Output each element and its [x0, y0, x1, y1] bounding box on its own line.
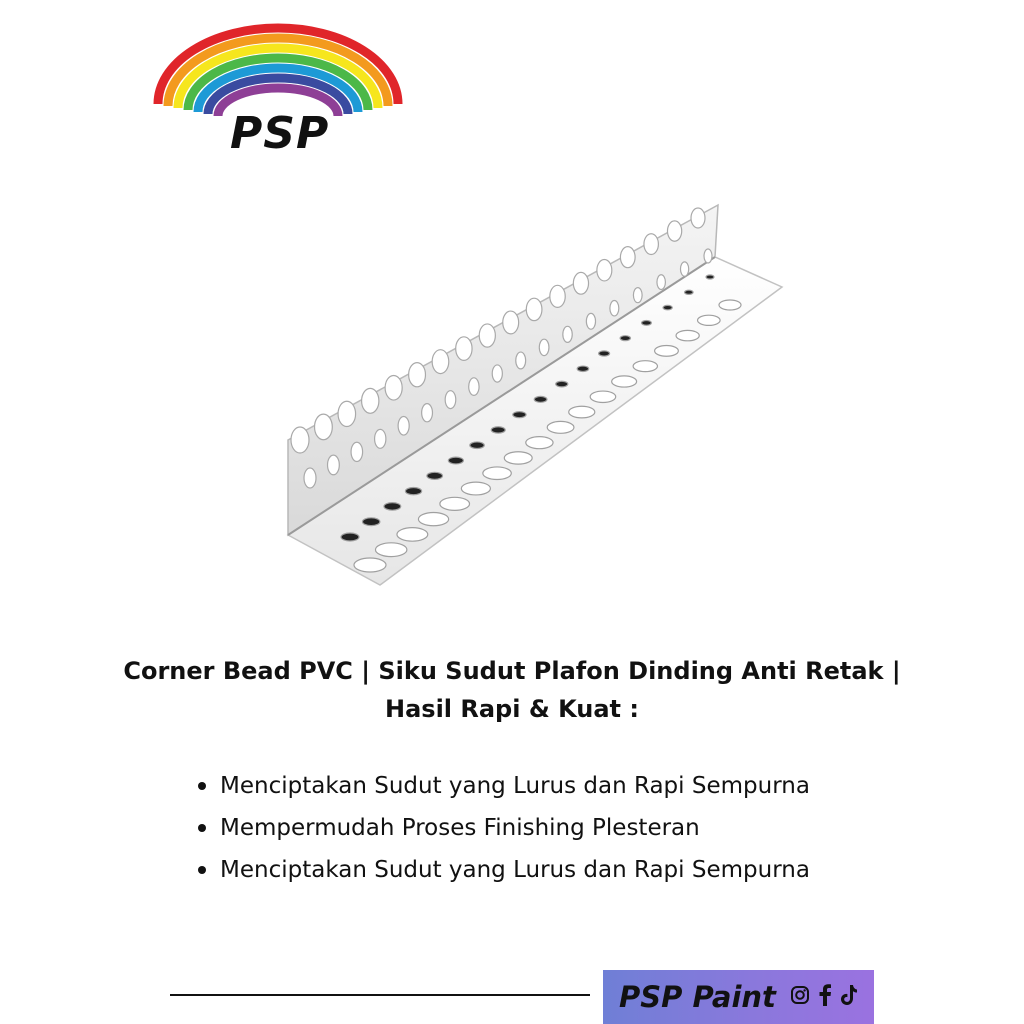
perforation-hole — [642, 321, 652, 326]
perforation-hole — [644, 234, 658, 255]
perforation-hole — [569, 406, 595, 418]
perforation-hole — [385, 375, 402, 400]
perforation-hole — [375, 429, 386, 448]
social-icons — [790, 984, 858, 1010]
perforation-hole — [610, 301, 619, 316]
perforation-hole — [539, 339, 549, 355]
perforation-hole — [351, 442, 363, 461]
perforation-hole — [685, 290, 694, 294]
perforation-hole — [304, 468, 316, 488]
perforation-hole — [698, 315, 721, 325]
perforation-hole — [612, 376, 637, 387]
perforation-hole — [590, 391, 616, 402]
perforation-hole — [676, 330, 699, 340]
perforation-hole — [479, 324, 495, 347]
perforation-hole — [526, 437, 553, 449]
perforation-hole — [586, 313, 595, 329]
perforation-hole — [633, 288, 642, 303]
instagram-icon[interactable] — [790, 985, 810, 1009]
perforation-hole — [663, 305, 672, 309]
feature-item: Menciptakan Sudut yang Lurus dan Rapi Sempurna — [196, 849, 810, 891]
perforation-hole — [620, 336, 630, 341]
perforation-hole — [504, 452, 532, 464]
perforation-hole — [470, 442, 484, 449]
perforation-hole — [492, 365, 502, 382]
brand-name: PSP Paint — [619, 980, 776, 1014]
perforation-hole — [409, 363, 426, 387]
perforation-hole — [445, 391, 456, 409]
perforation-hole — [341, 533, 359, 541]
perforation-hole — [432, 350, 449, 374]
perforation-hole — [461, 482, 490, 495]
perforation-hole — [469, 378, 479, 396]
perforation-hole — [599, 351, 610, 356]
perforation-hole — [597, 260, 612, 281]
perforation-hole — [384, 503, 401, 511]
perforation-hole — [704, 249, 712, 263]
perforation-hole — [657, 275, 665, 290]
perforation-hole — [375, 543, 406, 557]
perforation-hole — [706, 275, 714, 279]
perforation-hole — [427, 472, 443, 479]
perforation-hole — [691, 208, 705, 228]
perforation-hole — [550, 285, 565, 307]
perforation-hole — [440, 497, 470, 510]
perforation-hole — [667, 221, 681, 241]
perforation-hole — [680, 262, 688, 276]
perforation-hole — [338, 401, 356, 426]
perforation-hole — [655, 346, 679, 357]
brand-banner — [603, 970, 874, 1024]
psp-logo — [148, 22, 408, 172]
perforation-hole — [354, 558, 386, 572]
perforation-hole — [362, 388, 379, 413]
perforation-hole — [422, 404, 433, 422]
perforation-hole — [633, 361, 657, 372]
perforation-hole — [418, 512, 448, 525]
tiktok-icon[interactable] — [840, 984, 858, 1010]
footer-divider — [170, 994, 590, 996]
logo-text: PSP — [230, 108, 330, 159]
perforation-hole — [719, 300, 741, 310]
feature-item: Mempermudah Proses Finishing Plesteran — [196, 807, 810, 849]
corner-bead-image — [270, 195, 790, 595]
perforation-hole — [483, 467, 511, 480]
perforation-hole — [398, 416, 409, 435]
perforation-hole — [516, 352, 526, 369]
perforation-hole — [503, 311, 519, 334]
perforation-hole — [547, 421, 574, 433]
perforation-hole — [620, 247, 635, 268]
perforation-hole — [513, 412, 526, 418]
perforation-hole — [573, 272, 588, 294]
perforation-hole — [491, 427, 505, 433]
perforation-hole — [534, 396, 547, 402]
perforation-hole — [328, 455, 340, 475]
perforation-hole — [405, 487, 421, 494]
perforation-hole — [577, 366, 589, 371]
perforation-hole — [291, 427, 309, 453]
feature-item: Menciptakan Sudut yang Lurus dan Rapi Sempurna — [196, 765, 810, 807]
perforation-hole — [456, 337, 472, 361]
perforation-hole — [362, 518, 379, 526]
perforation-hole — [556, 381, 568, 387]
perforation-hole — [315, 414, 333, 440]
perforation-hole — [448, 457, 463, 464]
perforation-hole — [397, 528, 428, 542]
product-title: Corner Bead PVC | Siku Sudut Plafon Dinding Anti Retak | Hasil Rapi & Kuat : — [123, 657, 901, 723]
perforation-hole — [526, 298, 542, 320]
facebook-icon[interactable] — [818, 984, 832, 1010]
feature-list — [196, 765, 810, 891]
perforation-hole — [563, 326, 572, 342]
